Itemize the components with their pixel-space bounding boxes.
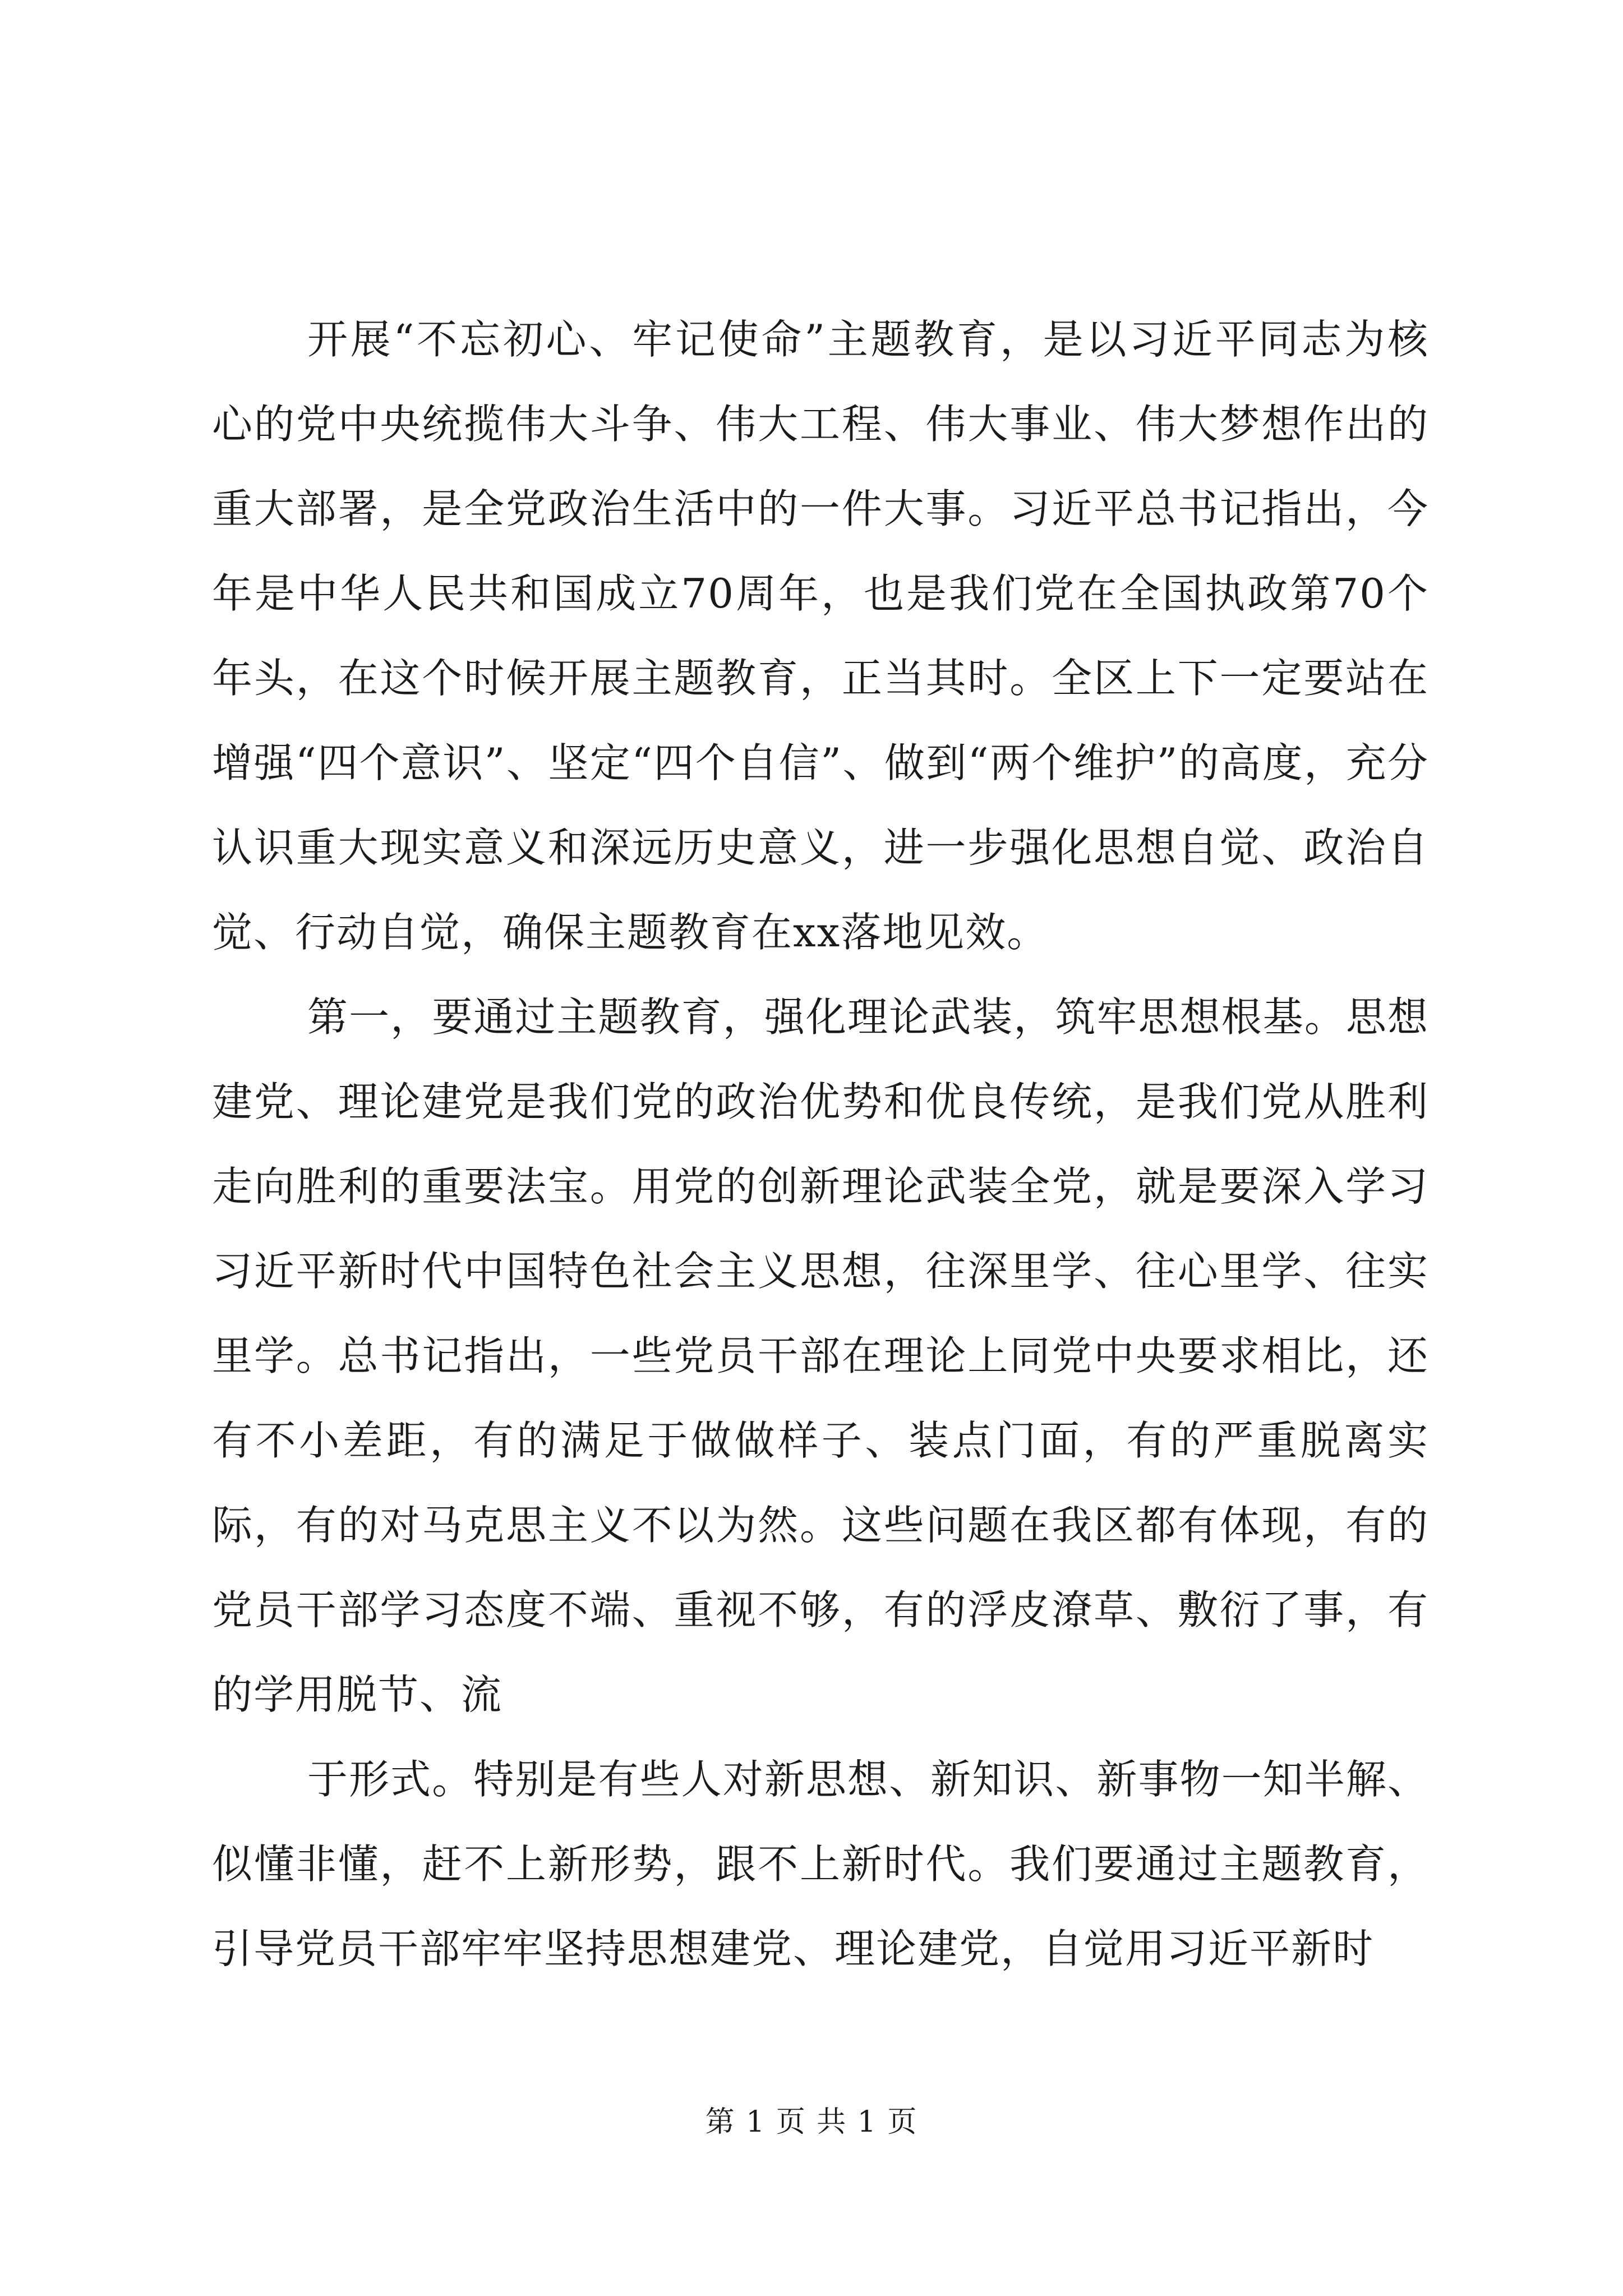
paragraph: 于形式。特别是有些人对新思想、新知识、新事物一知半解、似懂非懂，赶不上新形势，跟不上新时代。我们要通过主题教育，引导党员干部牢牢坚持思想建党、理论建党，自觉用习近平新时 [212, 1756, 1429, 1972]
paragraph: 开展“不忘初心、牢记使命”主题教育，是以习近平同志为核心的党中央统揽伟大斗争、伟大工程、伟大事业、伟大梦想作出的重大部署，是全党政治生活中的一件大事。习近平总书记指出，今年是中华人民共和国成立70周年，也是我们党在全国执政第70个年头，在这个时候开展主题教育，正当其时。全区上下一定要站在增强“四个意识”、坚定“四个自信”、做到“两个维护”的高度，充分认识重大现实意义和深远历史意义，进一步强化思想自觉、政治自觉、行动自觉，确保主题教育在xx落地见效。 [212, 316, 1429, 956]
paragraph: 第一，要通过主题教育，强化理论武装，筑牢思想根基。思想建党、理论建党是我们党的政治优势和优良传统，是我们党从胜利走向胜利的重要法宝。用党的创新理论武装全党，就是要深入学习习近平新时代中国特色社会主义思想，往深里学、往心里学、往实里学。总书记指出，一些党员干部在理论上同党中央要求相比，还有不小差距，有的满足于做做样子、装点门面，有的严重脱离实际，有的对马克思主义不以为然。这些问题在我区都有体现，有的党员干部学习态度不端、重视不够，有的浮皮潦草、敷衍了事，有的学用脱节、流 [212, 993, 1429, 1718]
document-body [212, 297, 1429, 1991]
page-number-footer: 第 1 页 共 1 页 [705, 2105, 918, 2139]
